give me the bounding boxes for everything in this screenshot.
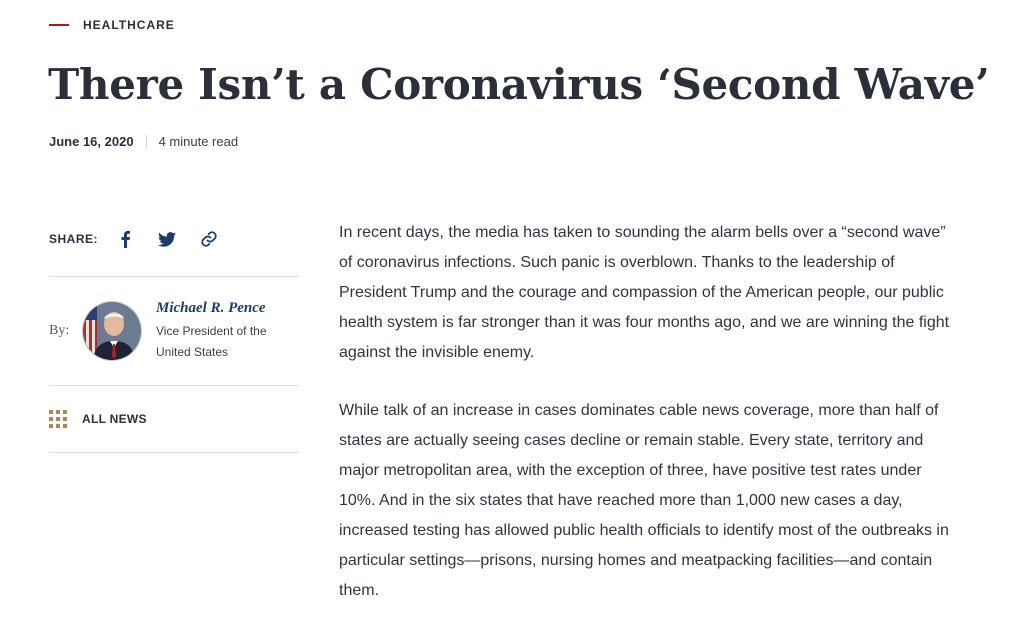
grid-icon xyxy=(49,410,67,428)
meta-divider xyxy=(146,135,147,149)
author-name-link[interactable]: Michael R. Pence xyxy=(156,299,266,316)
kicker-accent-line xyxy=(49,24,69,26)
read-time: 4 minute read xyxy=(158,134,239,149)
share-label: SHARE: xyxy=(49,232,99,246)
sidebar-divider xyxy=(49,452,299,453)
author-portrait-image xyxy=(83,302,141,360)
twitter-icon xyxy=(158,232,176,247)
publish-date: June 16, 2020 xyxy=(49,134,134,149)
copy-link-button[interactable] xyxy=(196,226,222,252)
all-news-label: ALL NEWS xyxy=(82,412,147,426)
article-meta xyxy=(49,134,238,149)
author-byline xyxy=(49,277,299,385)
author-role: Vice President of the United States xyxy=(156,323,267,359)
twitter-share-button[interactable] xyxy=(154,226,180,252)
author-avatar[interactable] xyxy=(82,301,142,361)
category-kicker xyxy=(49,18,175,32)
by-label: By: xyxy=(49,323,70,338)
article-paragraph: In recent days, the media has taken to sounding the alarm bells over a “second wave” of coronavirus infections. Such panic is overblown. Thanks to the leadership of President Trump and the courage and compassion of the American people, our public health system is far stronger than it was four months ago, and we are winning the fight against the invisible enemy. xyxy=(339,224,950,361)
article-sidebar xyxy=(49,220,299,453)
facebook-share-button[interactable] xyxy=(112,226,138,252)
facebook-icon xyxy=(119,230,131,248)
author-info xyxy=(156,300,281,363)
article-title: There Isn’t a Coronavirus ‘Second Wave’ xyxy=(48,60,990,109)
article-paragraph: While talk of an increase in cases dominates cable news coverage, more than half of states are actually seeing cases decline or remain stable. Every state, territory and major metropolitan area, with the exception of three, have positive test rates under 10%. And in the six states that have reached more than 1,000 new cases a day, increased testing has allowed public health officials to identify most of the outbreaks in particular settings—prisons, nursing homes and meatpacking facilities—and contain them. xyxy=(339,402,949,599)
share-bar xyxy=(49,220,299,258)
article-body xyxy=(339,218,959,634)
link-icon xyxy=(200,230,218,248)
category-link[interactable]: HEALTHCARE xyxy=(83,18,175,32)
all-news-link[interactable] xyxy=(49,386,299,452)
